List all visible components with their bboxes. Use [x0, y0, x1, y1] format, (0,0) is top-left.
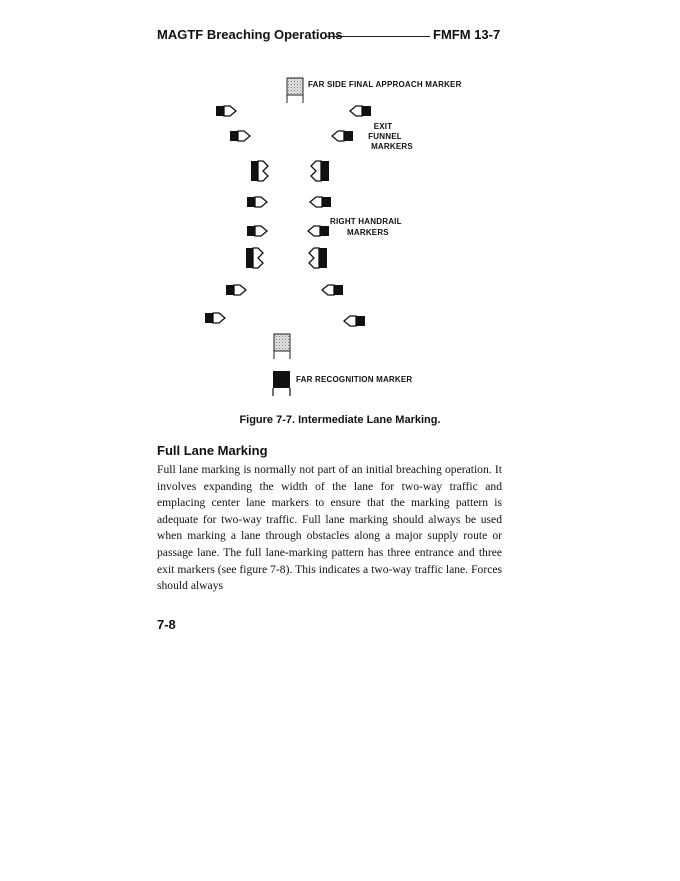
section-heading: Full Lane Marking [157, 443, 268, 458]
left-handrail-double-marker-1 [251, 161, 268, 181]
left-marker-2 [230, 131, 250, 141]
figure-caption: Figure 7-7. Intermediate Lane Marking. [239, 414, 441, 426]
page-number: 7-8 [157, 617, 176, 632]
running-header-doc-id: FMFM 13-7 [433, 27, 501, 42]
right-marker-1 [350, 106, 371, 116]
body-paragraph: Full lane marking is normally not part of an initial breaching operation. It involves expanding the width of the lane for two-way traffic and emplacing center lane markers to ensure that the marking pattern is adequate for two-way traffic. Full lane marking should always be used when marking a lane through obstacles along a major supply route or passage lane. The full lane-marking pattern has three entrance and three exit markers (see figure 7-8). This indicates a two-way traffic lane. Forces should always [157, 463, 502, 593]
left-marker-1 [216, 106, 236, 116]
near-side-approach-marker [274, 334, 290, 359]
right-marker-6 [344, 316, 365, 326]
right-marker-3 [310, 197, 331, 207]
right-marker-2 [332, 131, 353, 141]
right-marker-5 [322, 285, 343, 295]
label-far-side-final-approach: FAR SIDE FINAL APPROACH MARKER [308, 80, 462, 89]
label-exit-funnel-line2: FUNNEL [368, 132, 402, 141]
right-handrail-double-marker-2 [309, 248, 327, 268]
right-handrail-double-marker-1 [311, 161, 329, 181]
far-side-final-approach-marker [287, 78, 303, 103]
label-far-recognition: FAR RECOGNITION MARKER [296, 375, 413, 384]
far-recognition-marker [273, 371, 290, 396]
left-marker-6 [205, 313, 225, 323]
right-marker-4 [308, 226, 329, 236]
lane-marking-figure [0, 0, 680, 410]
running-header-title: MAGTF Breaching Operations [157, 27, 343, 42]
label-exit-funnel-line1: EXIT [373, 122, 393, 131]
left-marker-5 [226, 285, 246, 295]
left-marker-4 [247, 226, 267, 236]
label-right-handrail-line1: RIGHT HANDRAIL [330, 217, 402, 226]
left-handrail-double-marker-2 [246, 248, 263, 268]
label-right-handrail-line2: MARKERS [347, 228, 389, 237]
label-exit-funnel-line3: MARKERS [371, 142, 413, 151]
left-marker-3 [247, 197, 267, 207]
